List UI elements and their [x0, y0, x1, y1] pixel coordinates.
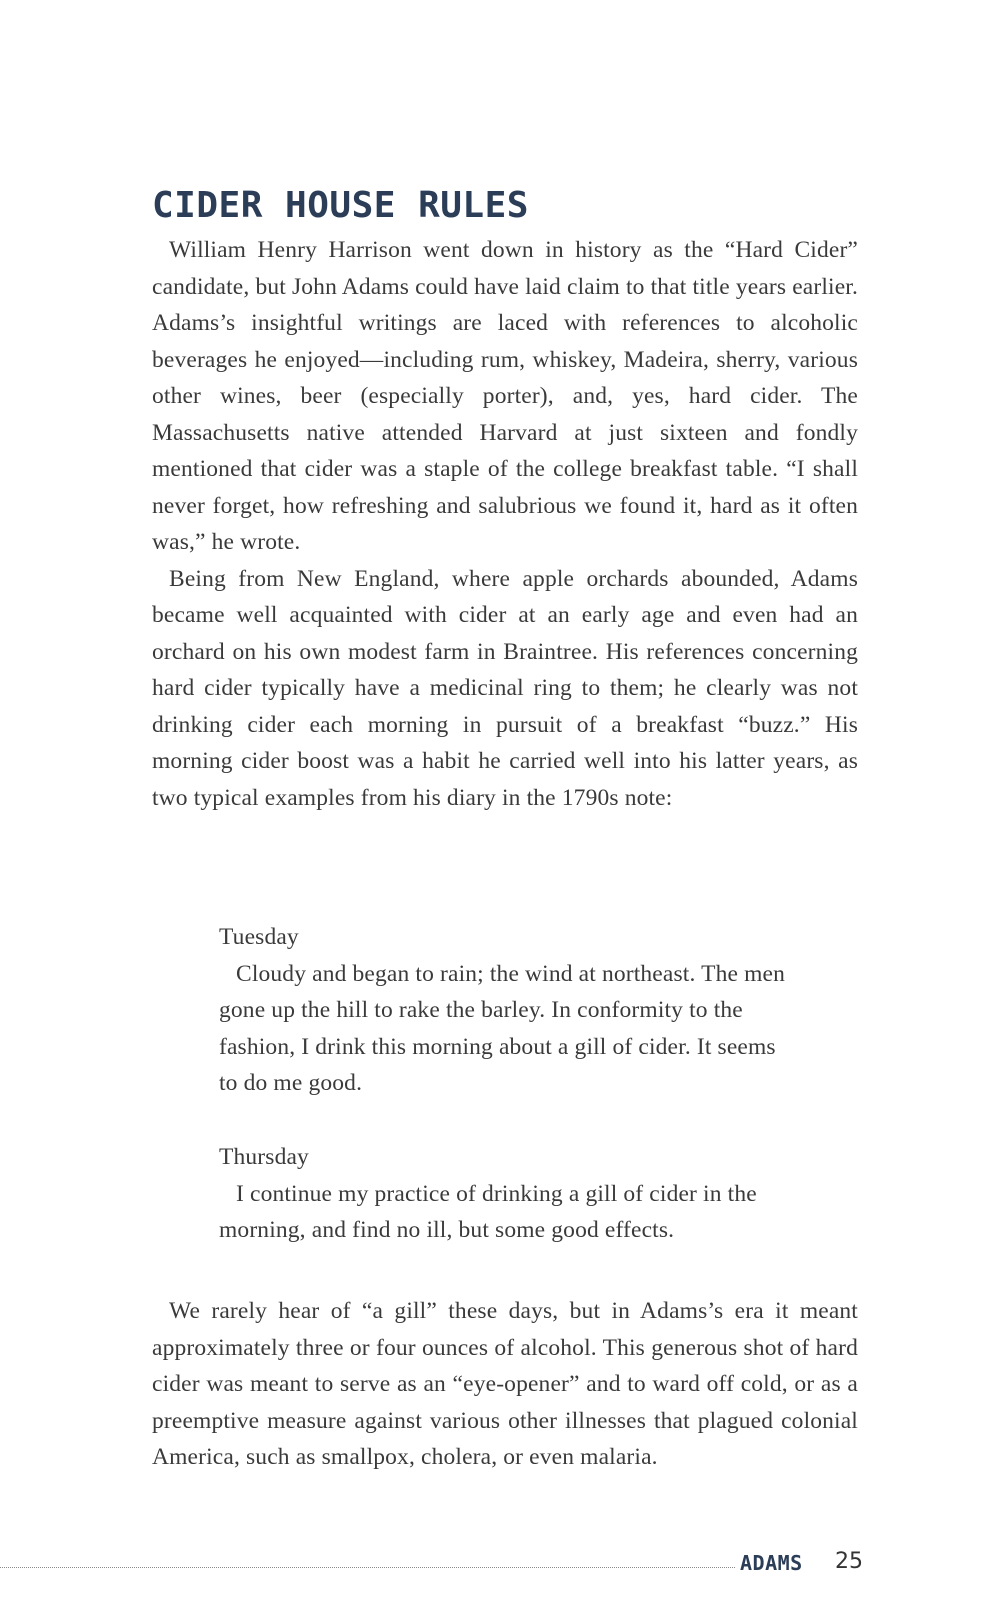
quote-text: I continue my practice of drinking a gill of cider in the morning, and find no ill, but some good effects.: [219, 1180, 757, 1243]
body-text-top: [152, 232, 858, 816]
running-footer-section: ADAMS: [740, 1551, 803, 1575]
diary-quote-thursday: [219, 1139, 799, 1249]
footer-dotted-rule: [0, 1567, 735, 1568]
paragraph: We rarely hear of “a gill” these days, but in Adams’s era it meant approximately three or four ounces of alcohol. This generous shot of hard cider was meant to serve as an “eye-opener” and to ward off cold, or as a preemptive measure against various other illnesses that plagued colonial America, such as smallpox, cholera, or even malaria.: [152, 1298, 858, 1470]
paragraph: Being from New England, where apple orchards abounded, Adams became well acquainted with cider at an early age and even had an orchard on his own modest farm in Braintree. His references concerning hard cider typically have a medicinal ring to them; he clearly was not drinking cider each morning in pursuit of a breakfast “buzz.” His morning cider boost was a habit he carried well into his latter years, as two typical examples from his diary in the 1790s note:: [152, 565, 858, 811]
body-text-bottom: [152, 1293, 858, 1476]
quote-text: Cloudy and began to rain; the wind at northeast. The men gone up the hill to rake the barley. In conformity to the fashion, I drink this morning about a gill of cider. It seems to do me good.: [219, 960, 785, 1096]
quote-day-label: Thursday: [219, 1144, 309, 1170]
diary-quote-tuesday: [219, 919, 799, 1102]
paragraph: William Henry Harrison went down in history as the “Hard Cider” candidate, but John Adams could have laid claim to that title years earlier. Adams’s insightful writings are laced with references to alcoholic beverages he enjoyed—including rum, whiskey, Madeira, sherry, various other wines, beer (especially porter), and, yes, hard cider. The Massachusetts native attended Harvard at just sixteen and fondly mentioned that cider was a staple of the college breakfast table. “I shall never forget, how refreshing and salubrious we found it, hard as it often was,” he wrote.: [152, 237, 858, 555]
section-heading: CIDER HOUSE RULES: [152, 185, 529, 226]
page-number: 25: [835, 1549, 863, 1574]
quote-day-label: Tuesday: [219, 924, 299, 950]
